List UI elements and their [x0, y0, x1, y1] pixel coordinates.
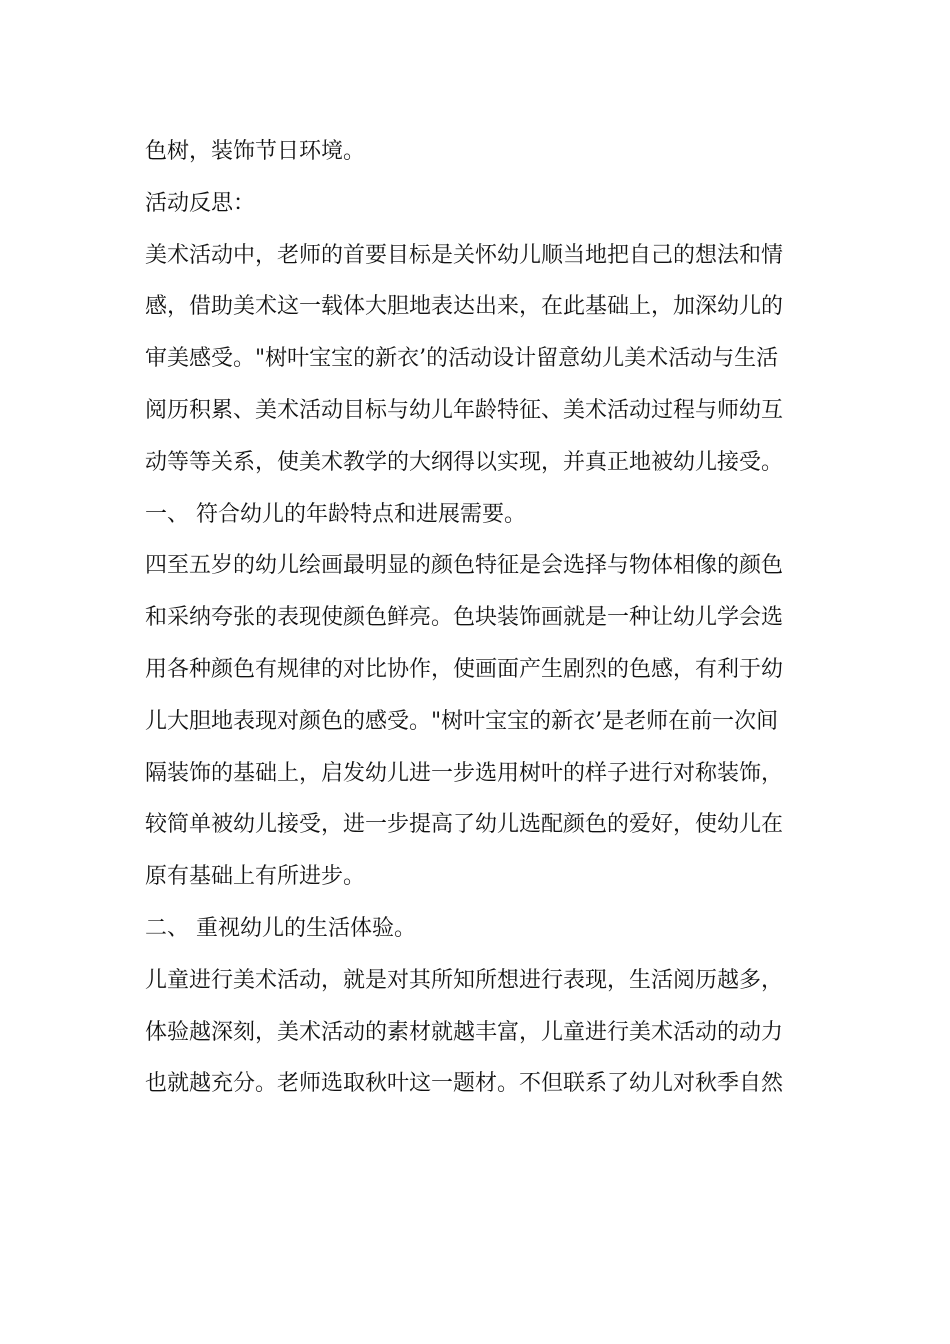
text-line: 色树，装饰节日环境。 [145, 139, 366, 164]
text-line: 四至五岁的幼儿绘画最明显的颜色特征是会选择与物体相像的颜色 [145, 553, 784, 579]
text-line: 儿大胆地表现对颜色的感受。"树叶宝宝的新衣’是老师在前一次间 [145, 708, 779, 734]
section-heading: 活动反思： [145, 190, 256, 216]
list-heading-two: 二、 重视幼儿的生活体验。 [145, 915, 416, 941]
text-line: 阅历积累、美术活动目标与幼儿年龄特征、美术活动过程与师幼互 [145, 397, 784, 423]
text-line: 较简单被幼儿接受，进一步提高了幼儿选配颜色的爱好，使幼儿在 [145, 812, 784, 838]
text-line: 感，借助美术这一载体大胆地表达出来，在此基础上，加深幼儿的 [145, 294, 784, 320]
document-body [145, 126, 810, 1110]
text-line: 儿童进行美术活动，就是对其所知所想进行表现，生活阅历越多， [145, 967, 784, 993]
list-heading-one: 一、 符合幼儿的年龄特点和进展需要。 [145, 501, 526, 527]
text-line: 用各种颜色有规律的对比协作，使画面产生剧烈的色感，有利于幼 [145, 656, 784, 682]
text-line: 审美感受。"树叶宝宝的新衣’的活动设计留意幼儿美术活动与生活 [145, 346, 779, 372]
text-line: 美术活动中，老师的首要目标是关怀幼儿顺当地把自己的想法和情 [145, 242, 784, 268]
text-line: 和采纳夸张的表现使颜色鲜亮。色块装饰画就是一种让幼儿学会选 [145, 605, 784, 631]
text-line: 体验越深刻，美术活动的素材就越丰富，儿童进行美术活动的动力 [145, 1019, 784, 1045]
text-line: 原有基础上有所进步。 [145, 864, 366, 890]
text-line: 隔装饰的基础上，启发幼儿进一步选用树叶的样子进行对称装饰， [145, 760, 784, 786]
text-line: 动等等关系，使美术教学的大纲得以实现，并真正地被幼儿接受。 [145, 449, 784, 475]
text-line: 也就越充分。老师选取秋叶这一题材。不但联系了幼儿对秋季自然 [145, 1071, 784, 1097]
